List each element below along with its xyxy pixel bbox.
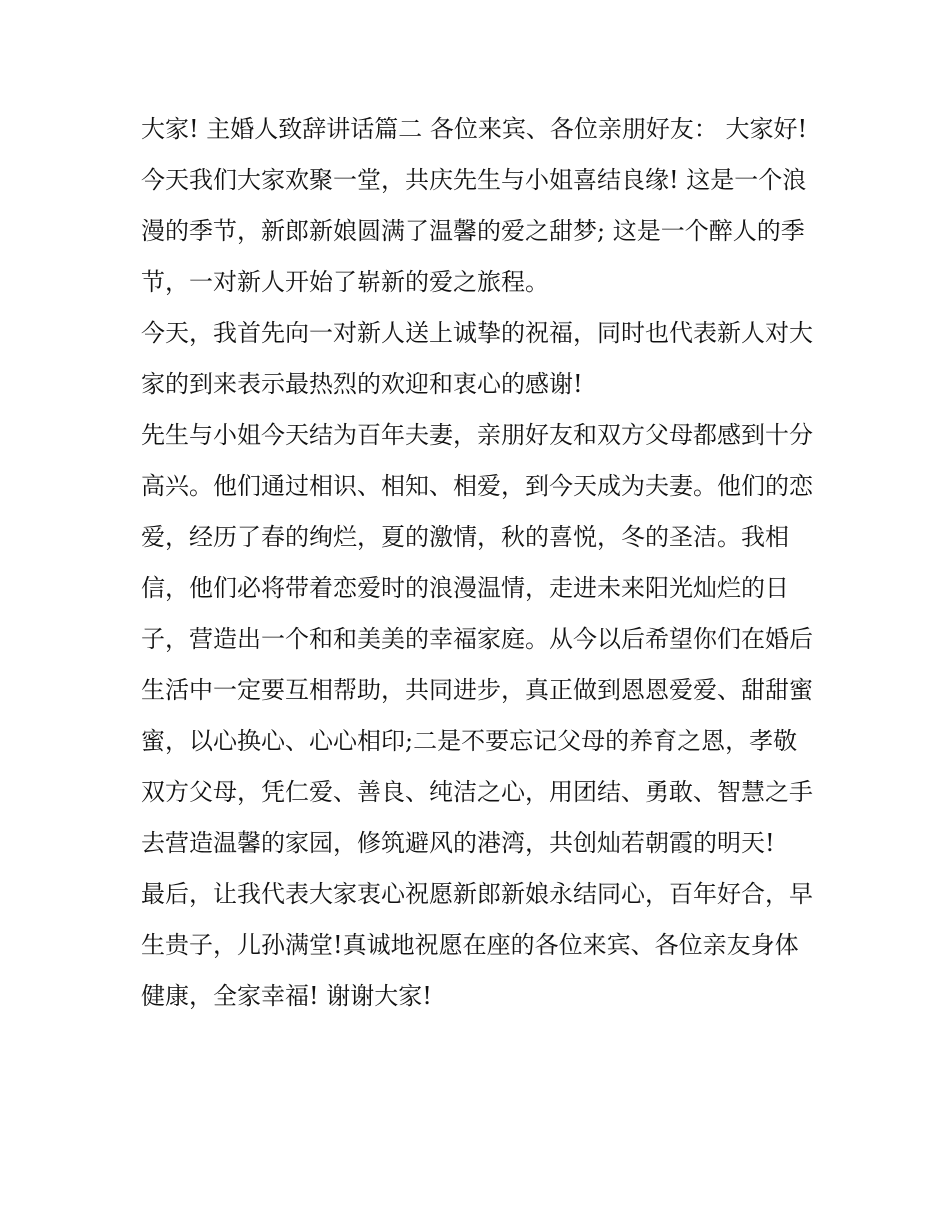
paragraph-closing: 最后，让我代表大家衷心祝愿新郎新娘永结同心，百年好合，早生贵子，儿孙满堂!真诚地祝愿在座的各位来宾、各位亲友身体健康，全家幸福! 谢谢大家! xyxy=(141,880,813,1010)
paragraph-celebration: 今天我们大家欢聚一堂，共庆先生与小姐喜结良缘! 这是一个浪漫的季节，新郎新娘圆满了温馨的爱之甜梦; 这是一个醉人的季节，一对新人开始了崭新的爱之旅程。 xyxy=(141,166,807,296)
paragraph-greeting: 大家! 主婚人致辞讲话篇二 各位来宾、各位亲朋好友： 大家好! xyxy=(141,115,808,143)
document-body xyxy=(141,104,813,1022)
paragraph-welcome: 今天，我首先向一对新人送上诚挚的祝福，同时也代表新人对大家的到来表示最热烈的欢迎和衷心的感谢! xyxy=(141,319,813,398)
paragraph-blessing: 先生与小姐今天结为百年夫妻，亲朋好友和双方父母都感到十分高兴。他们通过相识、相知、相爱，到今天成为夫妻。他们的恋爱，经历了春的绚烂，夏的激情，秋的喜悦，冬的圣洁。我相信，他们必将带着恋爱时的浪漫温情，走进未来阳光灿烂的日子，营造出一个和和美美的幸福家庭。从今以后希望你们在婚后生活中一定要互相帮助，共同进步，真正做到恩恩爱爱、甜甜蜜蜜，以心换心、心心相印;二是不要忘记父母的养育之恩，孝敬双方父母，凭仁爱、善良、纯洁之心，用团结、勇敢、智慧之手去营造温馨的家园，修筑避风的港湾，共创灿若朝霞的明天! xyxy=(141,421,813,857)
